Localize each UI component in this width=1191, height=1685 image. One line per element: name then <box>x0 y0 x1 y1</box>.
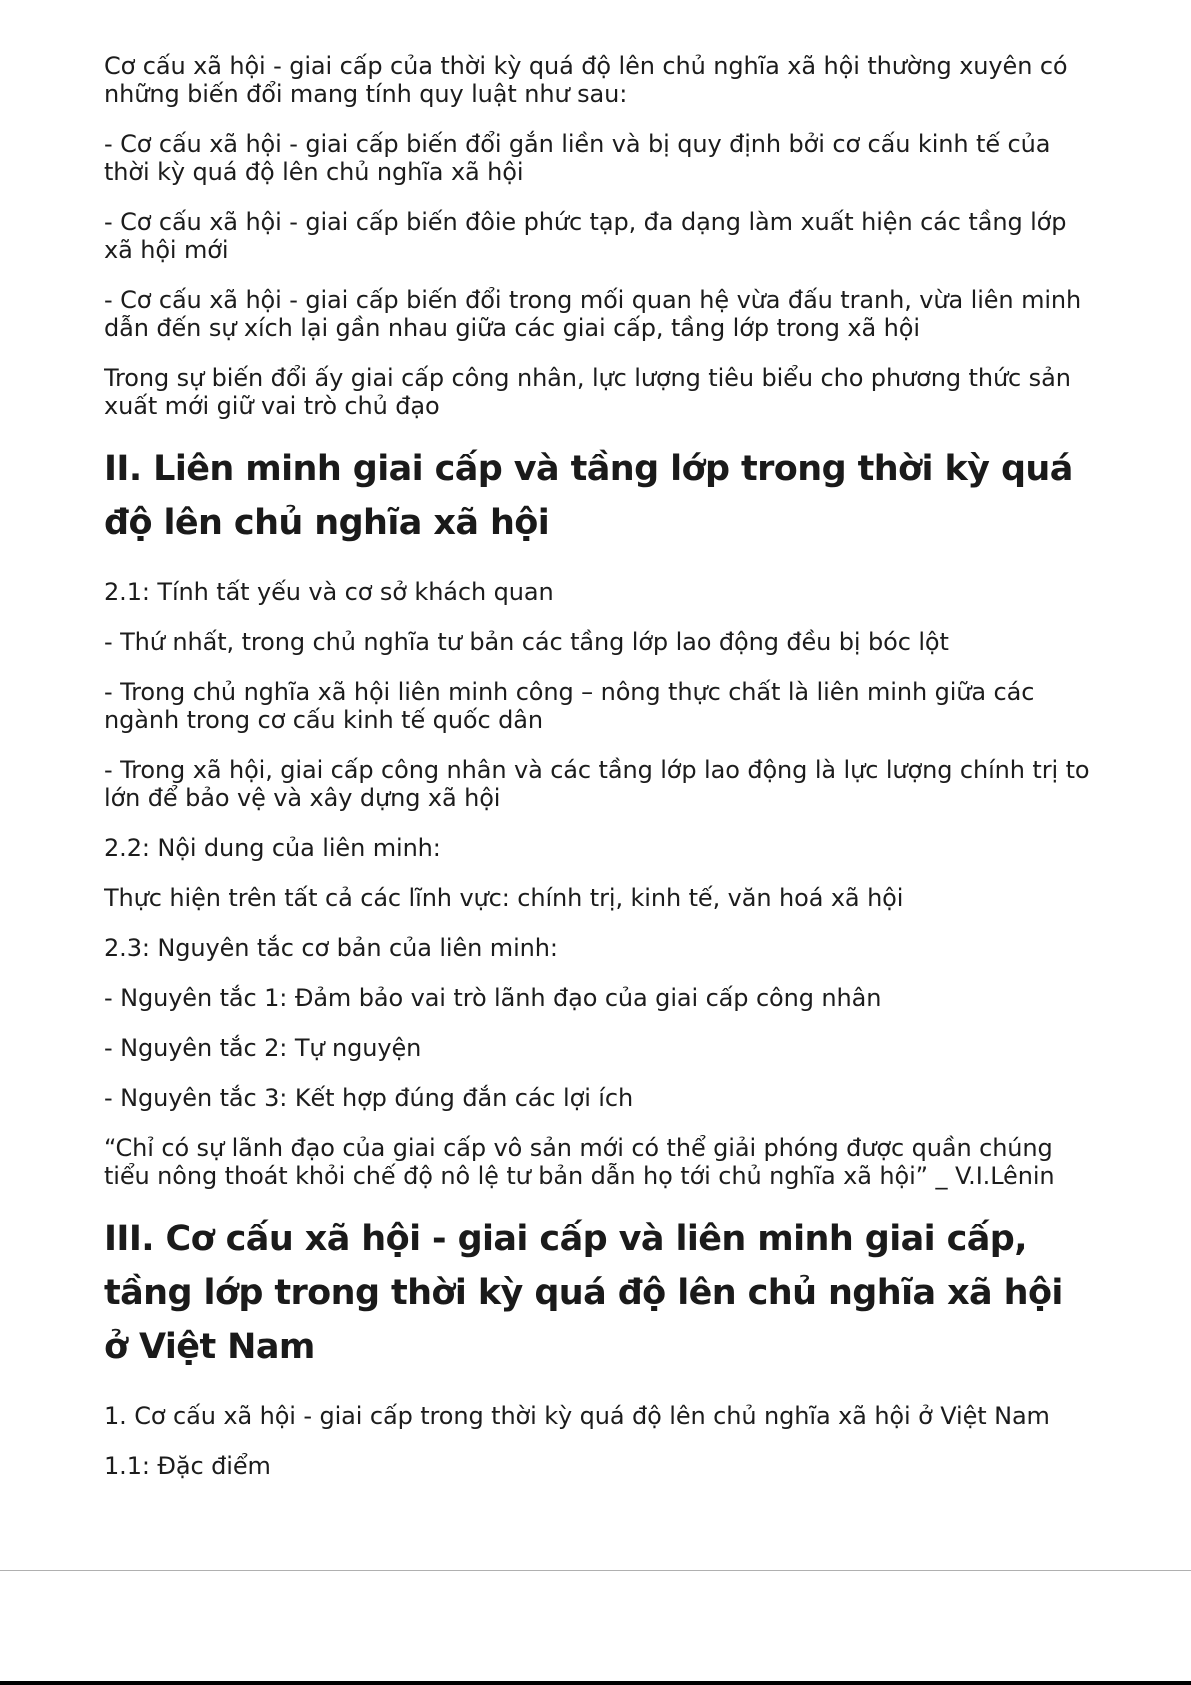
document-content <box>104 0 1094 1480</box>
paragraph-bullet: - Cơ cấu xã hội - giai cấp biến đổi gắn liền và bị quy định bởi cơ cấu kinh tế của thời kỳ quá độ lên chủ nghĩa xã hội <box>104 130 1051 186</box>
paragraph-intro: Cơ cấu xã hội - giai cấp của thời kỳ quá độ lên chủ nghĩa xã hội thường xuyên có những biến đổi mang tính quy luật như sau: <box>104 52 1068 108</box>
paragraph-bullet: - Trong xã hội, giai cấp công nhân và các tầng lớp lao động là lực lượng chính trị to lớn để bảo vệ và xây dựng xã hội <box>104 756 1090 812</box>
subsection-title: 1.1: Đặc điểm <box>104 1452 271 1480</box>
paragraph-bullet: - Cơ cấu xã hội - giai cấp biến đổi trong mối quan hệ vừa đấu tranh, vừa liên minh dẫn đến sự xích lại gần nhau giữa các giai cấp, tầng lớp trong xã hội <box>104 286 1082 342</box>
paragraph-bullet: - Thứ nhất, trong chủ nghĩa tư bản các tầng lớp lao động đều bị bóc lột <box>104 628 949 656</box>
paragraph-conclusion: Trong sự biến đổi ấy giai cấp công nhân, lực lượng tiêu biểu cho phương thức sản xuất mới giữ vai trò chủ đạo <box>104 364 1071 420</box>
paragraph-bullet: - Trong chủ nghĩa xã hội liên minh công – nông thực chất là liên minh giữa các ngành trong cơ cấu kinh tế quốc dân <box>104 678 1035 734</box>
paragraph-bullet: - Cơ cấu xã hội - giai cấp biến đôie phức tạp, đa dạng làm xuất hiện các tầng lớp xã hội mới <box>104 208 1067 264</box>
paragraph: Thực hiện trên tất cả các lĩnh vực: chính trị, kinh tế, văn hoá xã hội <box>104 884 904 912</box>
section-heading-3: III. Cơ cấu xã hội - giai cấp và liên minh giai cấp, tầng lớp trong thời kỳ quá độ lên chủ nghĩa xã hội ở Việt Nam <box>104 1219 1063 1367</box>
subsection-title: 2.2: Nội dung của liên minh: <box>104 834 441 862</box>
paragraph-bullet: - Nguyên tắc 3: Kết hợp đúng đắn các lợi ích <box>104 1084 634 1112</box>
paragraph-bullet: - Nguyên tắc 2: Tự nguyện <box>104 1034 422 1062</box>
bottom-edge-strip <box>0 1681 1191 1685</box>
paragraph-bullet: - Nguyên tắc 1: Đảm bảo vai trò lãnh đạo của giai cấp công nhân <box>104 984 882 1012</box>
subsection-title: 1. Cơ cấu xã hội - giai cấp trong thời kỳ quá độ lên chủ nghĩa xã hội ở Việt Nam <box>104 1402 1050 1430</box>
quote-paragraph: “Chỉ có sự lãnh đạo của giai cấp vô sản mới có thể giải phóng được quần chúng tiểu nông thoát khỏi chế độ nô lệ tư bản dẫn họ tới chủ nghĩa xã hội” _ V.I.Lênin <box>104 1134 1055 1190</box>
page-divider <box>0 1570 1191 1571</box>
subsection-title: 2.1: Tính tất yếu và cơ sở khách quan <box>104 578 554 606</box>
section-heading-2: II. Liên minh giai cấp và tầng lớp trong thời kỳ quá độ lên chủ nghĩa xã hội <box>104 449 1073 543</box>
document-page <box>104 0 1094 1515</box>
subsection-title: 2.3: Nguyên tắc cơ bản của liên minh: <box>104 934 558 962</box>
